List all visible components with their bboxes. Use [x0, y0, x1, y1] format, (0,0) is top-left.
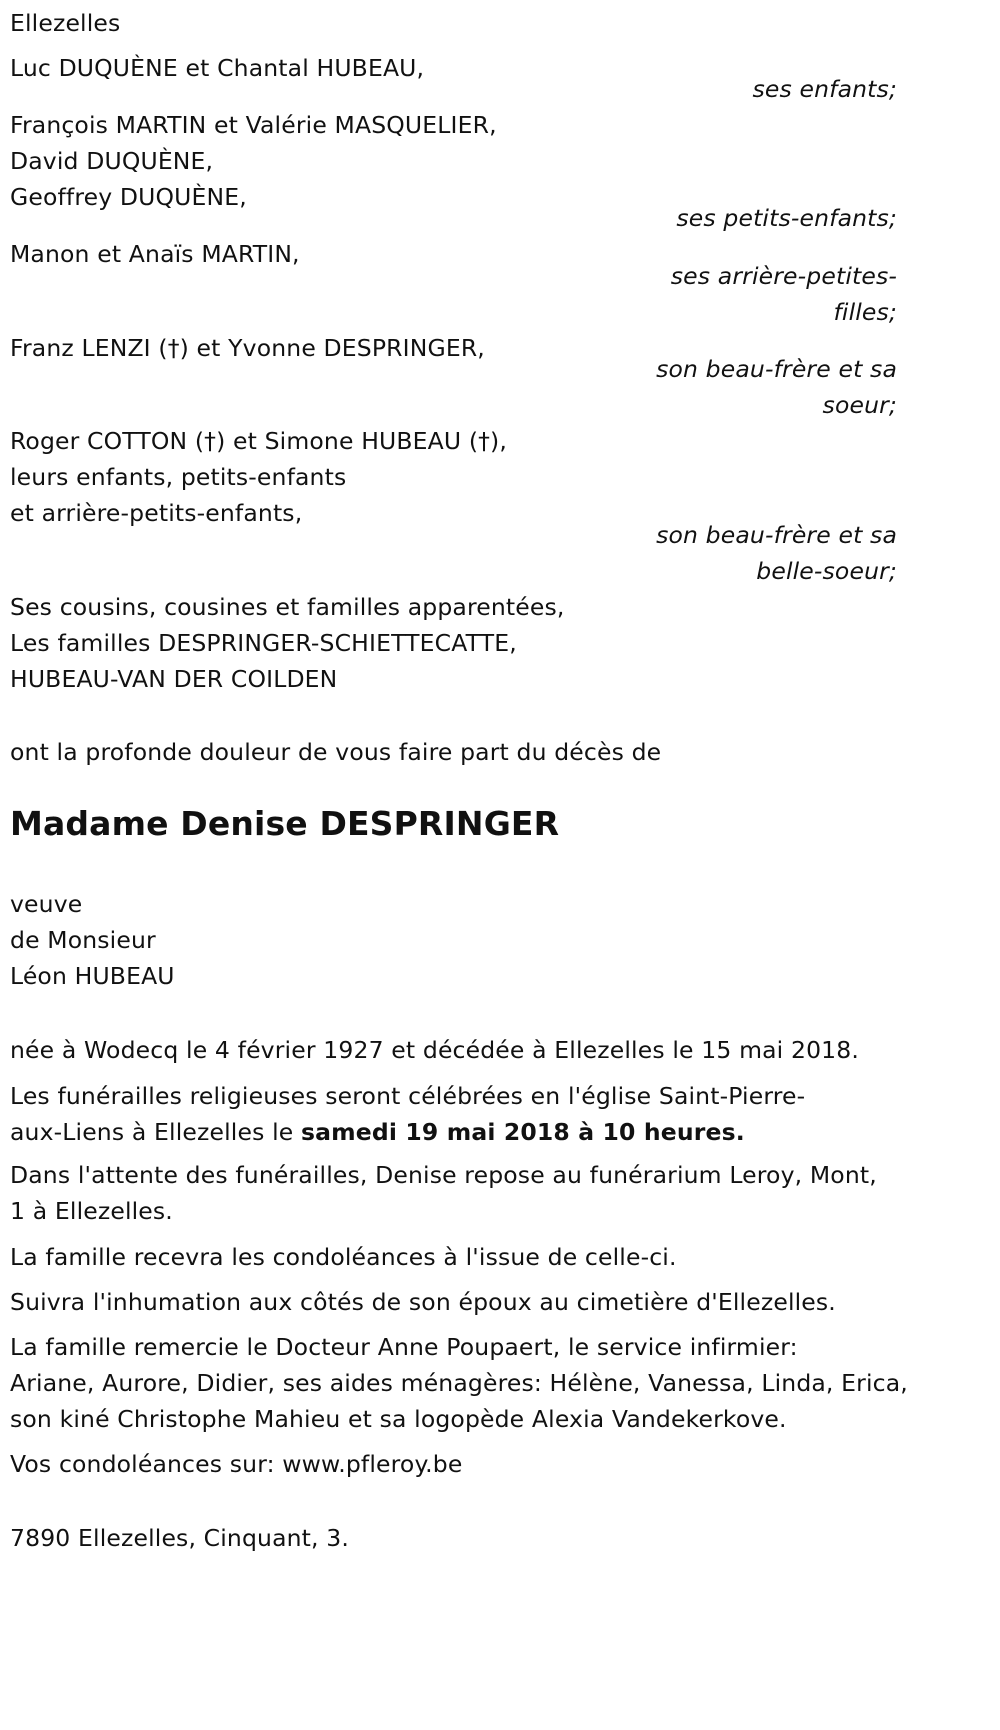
funeral-line — [10, 1114, 745, 1150]
family-line: Luc DUQUÈNE et Chantal HUBEAU, — [10, 54, 425, 82]
burial-text: Suivra l'inhumation aux côtés de son époux au cimetière d'Ellezelles. — [10, 1288, 836, 1316]
announcement-text: ont la profonde douleur de vous faire part du décès de — [10, 738, 662, 766]
place-heading: Ellezelles — [10, 9, 121, 37]
family-line: François MARTIN et Valérie MASQUELIER, — [10, 111, 497, 139]
condolences-info: La famille recevra les condoléances à l'issue de celle-ci. — [10, 1243, 677, 1271]
family-line: Franz LENZI (†) et Yvonne DESPRINGER, — [10, 334, 485, 362]
family-line: David DUQUÈNE, — [10, 147, 214, 175]
funeral-location: aux-Liens à Ellezelles le — [10, 1118, 301, 1146]
birth-death-text: née à Wodecq le 4 février 1927 et décédée à Ellezelles le 15 mai 2018. — [10, 1036, 859, 1064]
family-relation: son beau-frère et sa — [656, 521, 897, 549]
family-relation: belle-soeur; — [756, 557, 897, 585]
rest-line: 1 à Ellezelles. — [10, 1197, 173, 1225]
address: 7890 Ellezelles, Cinquant, 3. — [10, 1524, 349, 1552]
family-relation: son beau-frère et sa — [656, 355, 897, 383]
widow-line: veuve — [10, 890, 83, 918]
family-line: Geoffrey DUQUÈNE, — [10, 183, 247, 211]
thanks-line: Ariane, Aurore, Didier, ses aides ménagères: Hélène, Vanessa, Linda, Erica, — [10, 1369, 908, 1397]
family-relation: filles; — [833, 298, 897, 326]
thanks-line: La famille remercie le Docteur Anne Poupaert, le service infirmier: — [10, 1333, 798, 1361]
family-relation: ses enfants; — [752, 75, 897, 103]
family-line: leurs enfants, petits-enfants — [10, 463, 347, 491]
family-line: Manon et Anaïs MARTIN, — [10, 240, 300, 268]
family-relation: soeur; — [822, 391, 897, 419]
relatives-line: Ses cousins, cousines et familles apparentées, — [10, 593, 565, 621]
funeral-datetime: samedi 19 mai 2018 à 10 heures. — [300, 1118, 745, 1146]
online-condolences: Vos condoléances sur: www.pfleroy.be — [10, 1450, 463, 1478]
widow-line: Léon HUBEAU — [10, 962, 175, 990]
family-relation: ses petits-enfants; — [676, 204, 897, 232]
widow-line: de Monsieur — [10, 926, 156, 954]
rest-line: Dans l'attente des funérailles, Denise repose au funérarium Leroy, Mont, — [10, 1161, 877, 1189]
deceased-name: Madame Denise DESPRINGER — [10, 804, 560, 843]
family-line: et arrière-petits-enfants, — [10, 499, 303, 527]
relatives-line: HUBEAU-VAN DER COILDEN — [10, 665, 338, 693]
family-relation: ses arrière-petites- — [670, 262, 897, 290]
funeral-line: Les funérailles religieuses seront célébrées en l'église Saint-Pierre- — [10, 1082, 806, 1110]
thanks-line: son kiné Christophe Mahieu et sa logopède Alexia Vandekerkove. — [10, 1405, 787, 1433]
relatives-line: Les familles DESPRINGER-SCHIETTECATTE, — [10, 629, 517, 657]
family-line: Roger COTTON (†) et Simone HUBEAU (†), — [10, 427, 507, 455]
